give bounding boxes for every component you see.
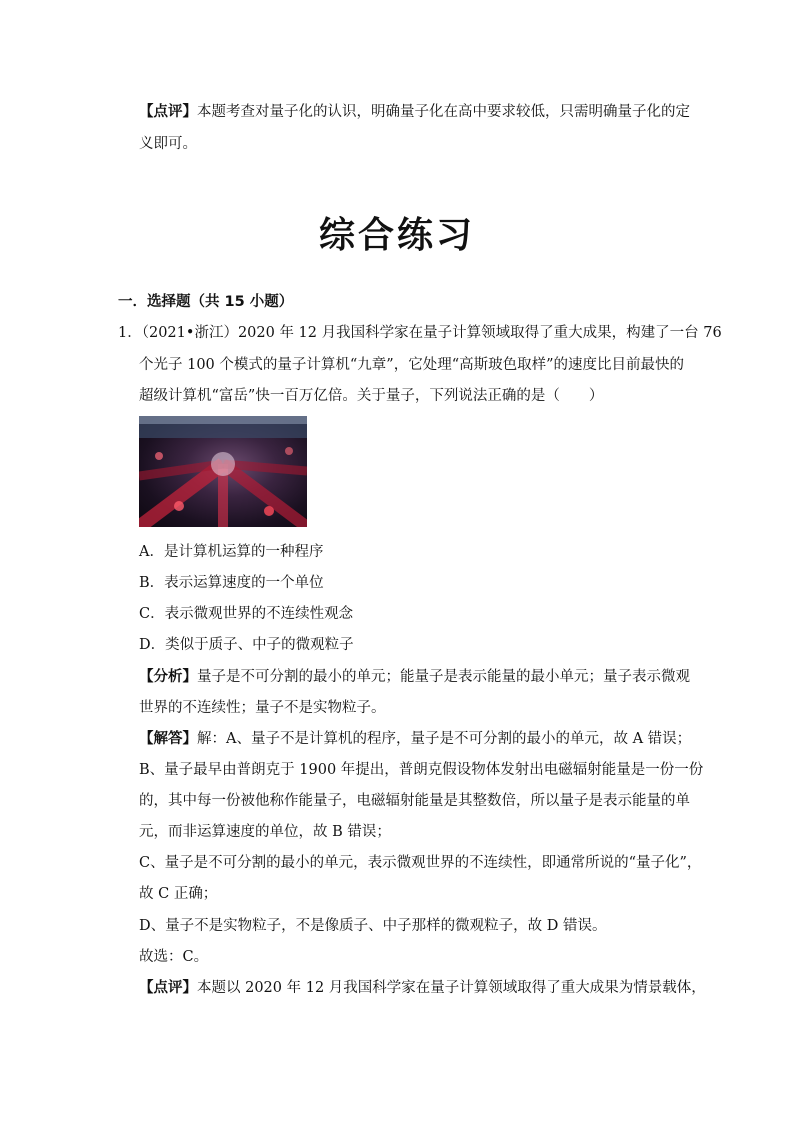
solution-label: 【解答】 [139,731,197,747]
comment-label: 【点评】 [139,980,197,996]
solution-text-1: 解：A、量子不是计算机的程序，量子是不可分割的最小的单元，故 A 错误； [197,731,692,747]
question-1-line-1 [118,323,722,343]
question-stem-1: （2021•浙江）2020 年 12 月我国科学家在量子计算领域取得了重大成果，构建了一台 76 [141,325,722,341]
option-a: A．是计算机运算的一种程序 [139,544,324,560]
solution-line-4: 元，而非运算速度的单位，故 B 错误； [139,824,391,840]
solution-line-6: 故 C 正确； [139,886,218,902]
option-d: D．类似于质子、中子的微观粒子 [139,637,354,653]
prev-comment-line-2: 义即可。 [139,136,197,152]
option-b: B．表示运算速度的一个单位 [139,575,324,591]
solution-line-5: C、量子是不可分割的最小的单元，表示微观世界的不连续性，即通常所说的“量子化”， [139,855,702,871]
solution-line-2: B、量子最早由普朗克于 1900 年提出，普朗克假设物体发射出电磁辐射能量是一份一份 [139,762,704,778]
question-stem-3: 超级计算机“富岳”快一百万亿倍。关于量子，下列说法正确的是（ ） [139,388,604,404]
comment-line-1 [139,978,706,998]
analysis-label: 【分析】 [139,669,197,685]
prev-comment-label: 【点评】 [139,104,197,120]
prev-comment-text: 本题考查对量子化的认识，明确量子化在高中要求较低，只需明确量子化的定 [197,104,690,120]
quantum-computer-illustration [139,416,307,527]
solution-line-8: 故选：C。 [139,949,209,965]
prev-comment-line-1 [139,102,690,122]
solution-line-1 [139,729,691,749]
section-title: 综合练习 [318,215,475,256]
question-group-heading: 一．选择题（共 15 小题） [118,294,294,310]
solution-line-3: 的，其中每一份被他称作能量子，电磁辐射能量是其整数倍，所以量子是表示能量的单 [139,793,690,809]
comment-text-1: 本题以 2020 年 12 月我国科学家在量子计算领域取得了重大成果为情景载体， [197,980,706,996]
analysis-line-2: 世界的不连续性；量子不是实物粒子。 [139,700,386,716]
analysis-text-1: 量子是不可分割的最小的单元；能量子是表示能量的最小单元；量子表示微观 [197,669,690,685]
option-c: C．表示微观世界的不连续性观念 [139,606,354,622]
question-number: 1． [118,325,142,341]
solution-line-7: D、量子不是实物粒子，不是像质子、中子那样的微观粒子，故 D 错误。 [139,918,607,934]
question-stem-2: 个光子 100 个模式的量子计算机“九章”，它处理“高斯玻色取样”的速度比目前最快的 [139,357,685,373]
analysis-line-1 [139,667,690,687]
quantum-computer-photo [139,416,307,527]
